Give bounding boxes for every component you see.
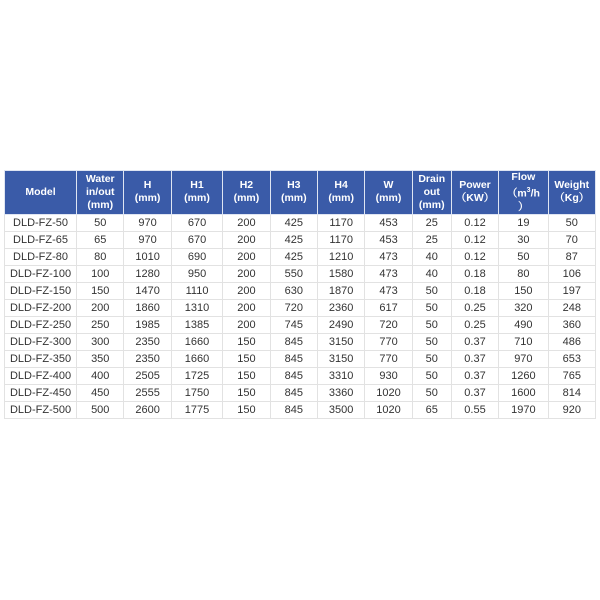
- cell-h2: 200: [223, 316, 270, 333]
- cell-h3: 630: [270, 282, 317, 299]
- header-flow-line1: Flow: [511, 171, 536, 183]
- cell-drain-out: 50: [412, 350, 451, 367]
- cell-water-in-out: 200: [77, 299, 124, 316]
- header-power-line1: Power: [459, 179, 491, 192]
- cell-h4: 1870: [317, 282, 364, 299]
- cell-h4: 1170: [317, 214, 364, 231]
- cell-h4: 3150: [317, 350, 364, 367]
- cell-h2: 150: [223, 367, 270, 384]
- cell-h3: 720: [270, 299, 317, 316]
- cell-flow: 710: [499, 333, 548, 350]
- cell-h2: 200: [223, 299, 270, 316]
- cell-power: 0.37: [451, 350, 498, 367]
- cell-power: 0.12: [451, 248, 498, 265]
- cell-flow: 1260: [499, 367, 548, 384]
- cell-weight: 486: [548, 333, 595, 350]
- table-row: [5, 248, 596, 265]
- cell-w: 473: [365, 282, 412, 299]
- cell-weight: 70: [548, 231, 595, 248]
- cell-h: 2555: [124, 384, 171, 401]
- cell-h1: 670: [171, 214, 222, 231]
- cell-model: DLD-FZ-500: [5, 401, 77, 418]
- cell-h1: 690: [171, 248, 222, 265]
- cell-flow: 30: [499, 231, 548, 248]
- cell-flow: 150: [499, 282, 548, 299]
- header-h4-line1: H4: [334, 179, 348, 192]
- cell-h4: 3310: [317, 367, 364, 384]
- cell-h2: 200: [223, 231, 270, 248]
- cell-water-in-out: 250: [77, 316, 124, 333]
- header-h4: [317, 171, 364, 215]
- cell-flow: 970: [499, 350, 548, 367]
- cell-h: 2505: [124, 367, 171, 384]
- cell-h4: 2490: [317, 316, 364, 333]
- cell-water-in-out: 65: [77, 231, 124, 248]
- cell-h3: 425: [270, 248, 317, 265]
- header-power-line2: （KW）: [455, 192, 495, 205]
- cell-h2: 200: [223, 265, 270, 282]
- header-flow-unit-per-hour: /h: [530, 187, 540, 200]
- cell-water-in-out: 300: [77, 333, 124, 350]
- header-drain-out: [412, 171, 451, 215]
- cell-h1: 1725: [171, 367, 222, 384]
- table-row: [5, 401, 596, 418]
- cell-drain-out: 50: [412, 282, 451, 299]
- cell-h: 2350: [124, 333, 171, 350]
- header-water-in-out: [77, 171, 124, 215]
- table-row: [5, 265, 596, 282]
- cell-h1: 1385: [171, 316, 222, 333]
- cell-w: 1020: [365, 401, 412, 418]
- header-weight-line2: （Kg）: [554, 192, 590, 205]
- cell-h: 1010: [124, 248, 171, 265]
- header-h-line2: (mm): [134, 192, 161, 205]
- table-row: [5, 214, 596, 231]
- cell-w: 930: [365, 367, 412, 384]
- cell-w: 473: [365, 265, 412, 282]
- cell-drain-out: 50: [412, 367, 451, 384]
- header-drain-line2: out: [423, 185, 440, 198]
- spec-table-container: [4, 170, 596, 419]
- cell-h1: 1750: [171, 384, 222, 401]
- table-row: [5, 367, 596, 384]
- cell-w: 473: [365, 248, 412, 265]
- header-h3-line2: (mm): [280, 192, 307, 205]
- cell-h4: 3150: [317, 333, 364, 350]
- cell-weight: 106: [548, 265, 595, 282]
- header-flow-unit-close: ）: [518, 200, 529, 213]
- cell-drain-out: 65: [412, 401, 451, 418]
- cell-power: 0.18: [451, 282, 498, 299]
- cell-h1: 670: [171, 231, 222, 248]
- header-weight: [548, 171, 595, 215]
- cell-model: DLD-FZ-350: [5, 350, 77, 367]
- cell-h3: 550: [270, 265, 317, 282]
- cell-model: DLD-FZ-250: [5, 316, 77, 333]
- cell-weight: 87: [548, 248, 595, 265]
- cell-water-in-out: 350: [77, 350, 124, 367]
- cell-h4: 1170: [317, 231, 364, 248]
- cell-h3: 845: [270, 384, 317, 401]
- cell-h3: 745: [270, 316, 317, 333]
- cell-weight: 360: [548, 316, 595, 333]
- header-flow-unit-open: （m: [506, 187, 527, 200]
- header-flow: [499, 171, 548, 215]
- table-header: [5, 171, 596, 215]
- cell-drain-out: 40: [412, 248, 451, 265]
- header-h1: [171, 171, 222, 215]
- cell-h1: 950: [171, 265, 222, 282]
- cell-h1: 1660: [171, 333, 222, 350]
- cell-power: 0.37: [451, 384, 498, 401]
- cell-h: 1280: [124, 265, 171, 282]
- header-w: [365, 171, 412, 215]
- cell-w: 617: [365, 299, 412, 316]
- header-h3-line1: H3: [287, 179, 301, 192]
- cell-model: DLD-FZ-100: [5, 265, 77, 282]
- cell-power: 0.18: [451, 265, 498, 282]
- cell-flow: 50: [499, 248, 548, 265]
- cell-water-in-out: 50: [77, 214, 124, 231]
- cell-flow: 80: [499, 265, 548, 282]
- cell-flow: 490: [499, 316, 548, 333]
- cell-h2: 200: [223, 282, 270, 299]
- header-h2-line1: H2: [239, 179, 254, 192]
- cell-h3: 845: [270, 367, 317, 384]
- cell-drain-out: 25: [412, 231, 451, 248]
- cell-flow: 1970: [499, 401, 548, 418]
- cell-h4: 2360: [317, 299, 364, 316]
- cell-weight: 920: [548, 401, 595, 418]
- cell-model: DLD-FZ-200: [5, 299, 77, 316]
- cell-w: 720: [365, 316, 412, 333]
- header-water-line3: (mm): [87, 198, 114, 211]
- cell-w: 770: [365, 350, 412, 367]
- header-w-line2: (mm): [375, 192, 402, 205]
- cell-model: DLD-FZ-150: [5, 282, 77, 299]
- cell-power: 0.37: [451, 367, 498, 384]
- cell-h2: 200: [223, 214, 270, 231]
- table-row: [5, 282, 596, 299]
- table-row: [5, 316, 596, 333]
- header-power: [451, 171, 498, 215]
- cell-water-in-out: 80: [77, 248, 124, 265]
- cell-h3: 425: [270, 231, 317, 248]
- header-h4-line2: (mm): [328, 192, 354, 205]
- cell-h: 2350: [124, 350, 171, 367]
- cell-h2: 200: [223, 248, 270, 265]
- cell-water-in-out: 500: [77, 401, 124, 418]
- cell-model: DLD-FZ-400: [5, 367, 77, 384]
- cell-h4: 1210: [317, 248, 364, 265]
- table-row: [5, 299, 596, 316]
- header-h: [124, 171, 171, 215]
- cell-drain-out: 40: [412, 265, 451, 282]
- header-h2-line2: (mm): [233, 192, 260, 205]
- cell-power: 0.25: [451, 316, 498, 333]
- cell-h2: 150: [223, 401, 270, 418]
- cell-model: DLD-FZ-450: [5, 384, 77, 401]
- cell-h: 2600: [124, 401, 171, 418]
- cell-weight: 653: [548, 350, 595, 367]
- cell-model: DLD-FZ-300: [5, 333, 77, 350]
- cell-power: 0.37: [451, 333, 498, 350]
- cell-power: 0.55: [451, 401, 498, 418]
- cell-weight: 814: [548, 384, 595, 401]
- header-h3: [270, 171, 317, 215]
- cell-model: DLD-FZ-65: [5, 231, 77, 248]
- cell-h4: 1580: [317, 265, 364, 282]
- cell-h4: 3360: [317, 384, 364, 401]
- header-h-line1: H: [143, 179, 152, 192]
- cell-h2: 150: [223, 333, 270, 350]
- header-water-line1: Water: [85, 172, 115, 185]
- cell-h3: 845: [270, 350, 317, 367]
- cell-weight: 248: [548, 299, 595, 316]
- cell-h: 970: [124, 214, 171, 231]
- cell-drain-out: 50: [412, 316, 451, 333]
- cell-water-in-out: 450: [77, 384, 124, 401]
- header-model: Model: [5, 171, 77, 215]
- cell-drain-out: 50: [412, 299, 451, 316]
- cell-drain-out: 50: [412, 384, 451, 401]
- cell-h: 970: [124, 231, 171, 248]
- cell-weight: 197: [548, 282, 595, 299]
- cell-water-in-out: 100: [77, 265, 124, 282]
- cell-model: DLD-FZ-80: [5, 248, 77, 265]
- spec-table: [4, 170, 596, 419]
- header-row: [5, 171, 596, 215]
- cell-power: 0.12: [451, 214, 498, 231]
- cell-w: 770: [365, 333, 412, 350]
- cell-model: DLD-FZ-50: [5, 214, 77, 231]
- header-h2: [223, 171, 270, 215]
- cell-h: 1985: [124, 316, 171, 333]
- cell-weight: 50: [548, 214, 595, 231]
- cell-drain-out: 50: [412, 333, 451, 350]
- cell-power: 0.25: [451, 299, 498, 316]
- cell-h2: 150: [223, 350, 270, 367]
- cell-flow: 19: [499, 214, 548, 231]
- cell-h2: 150: [223, 384, 270, 401]
- table-row: [5, 350, 596, 367]
- header-weight-line1: Weight: [554, 179, 590, 192]
- table-body: [5, 214, 596, 418]
- cell-flow: 1600: [499, 384, 548, 401]
- header-drain-line3: (mm): [418, 198, 445, 211]
- cell-h1: 1660: [171, 350, 222, 367]
- table-row: [5, 231, 596, 248]
- cell-flow: 320: [499, 299, 548, 316]
- table-row: [5, 333, 596, 350]
- cell-h1: 1775: [171, 401, 222, 418]
- cell-w: 453: [365, 231, 412, 248]
- table-row: [5, 384, 596, 401]
- cell-h4: 3500: [317, 401, 364, 418]
- cell-weight: 765: [548, 367, 595, 384]
- cell-h3: 845: [270, 333, 317, 350]
- cell-h1: 1310: [171, 299, 222, 316]
- cell-drain-out: 25: [412, 214, 451, 231]
- header-h1-line2: (mm): [184, 192, 210, 205]
- cell-h3: 425: [270, 214, 317, 231]
- cell-w: 1020: [365, 384, 412, 401]
- cell-power: 0.12: [451, 231, 498, 248]
- header-h1-line1: H1: [190, 179, 204, 192]
- cell-h3: 845: [270, 401, 317, 418]
- header-water-line2: in/out: [85, 185, 115, 198]
- cell-h: 1470: [124, 282, 171, 299]
- header-flow-unit-exponent: 3: [526, 187, 531, 194]
- header-drain-line1: Drain: [418, 172, 446, 185]
- header-w-line1: W: [383, 179, 394, 192]
- cell-h1: 1110: [171, 282, 222, 299]
- cell-water-in-out: 150: [77, 282, 124, 299]
- cell-water-in-out: 400: [77, 367, 124, 384]
- cell-w: 453: [365, 214, 412, 231]
- cell-h: 1860: [124, 299, 171, 316]
